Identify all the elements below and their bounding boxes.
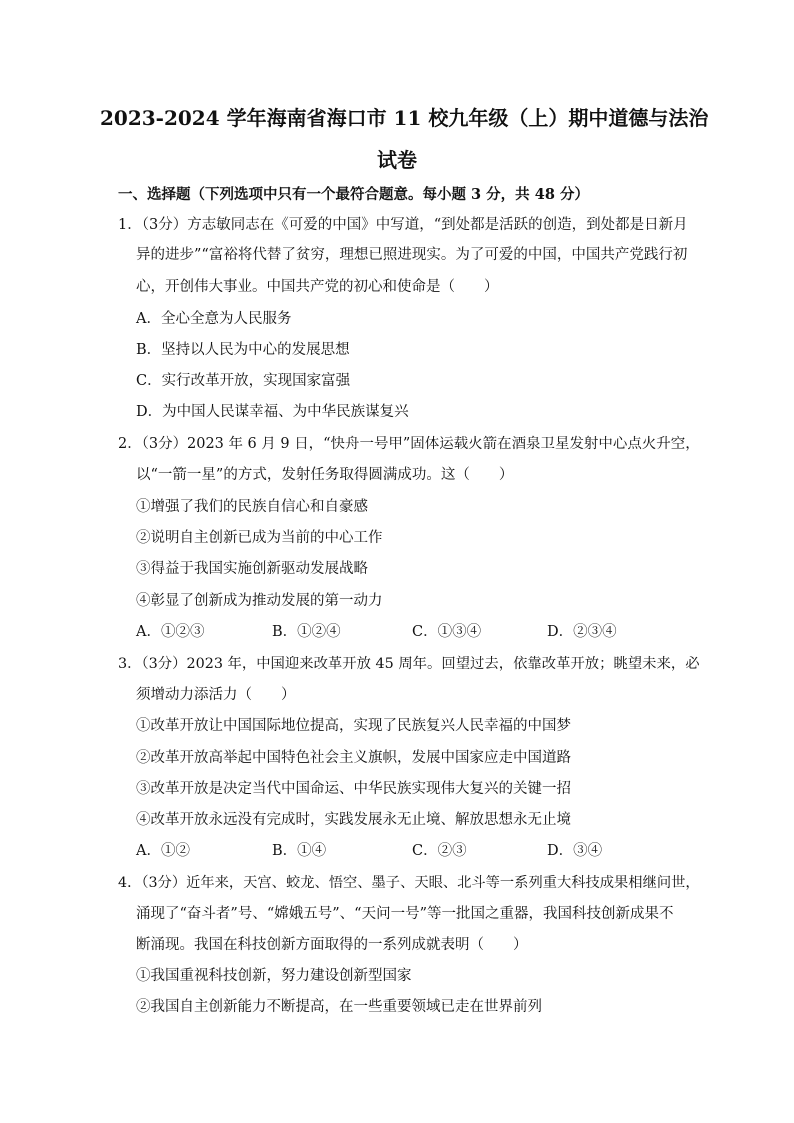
q1-stem-line3: 心，开创伟大事业。中国共产党的初心和使命是（ ） xyxy=(136,279,499,295)
q3-statement-4: ④改革开放永远没有完成时，实践发展永无止境、解放思想永无止境 xyxy=(136,812,571,828)
q1-stem-line2: 异的进步”“富裕将代替了贫穷，理想已照进现实。为了可爱的中国，中国共产党践行初 xyxy=(136,247,688,263)
q3-statement-2: ②改革开放高举起中国特色社会主义旗帜，发展中国家应走中国道路 xyxy=(136,750,571,766)
exam-title-line1: 2023-2024 学年海南省海口市 11 校九年级（上）期中道德与法治 xyxy=(100,106,709,130)
q2-option-a: A．①②③ xyxy=(136,624,205,640)
q3-statement-3: ③改革开放是决定当代中国命运、中华民族实现伟大复兴的关键一招 xyxy=(136,781,571,797)
q3-option-d: D．③④ xyxy=(547,843,603,859)
q4-statement-2: ②我国自主创新能力不断提高，在一些重要领域已走在世界前列 xyxy=(136,999,542,1015)
q2-option-d: D．②③④ xyxy=(547,624,617,640)
q3-stem-line1: 3．（3分）2023 年，中国迎来改革开放 45 周年。回望过去，依靠改革开放；眺望未来，必 xyxy=(118,656,700,672)
q2-stem-line1: 2．（3分）2023 年 6 月 9 日，“快舟一号甲”固体运载火箭在酒泉卫星发射中心点火升空， xyxy=(118,436,700,452)
q3-option-a: A．①② xyxy=(136,843,190,859)
q2-option-c: C．①③④ xyxy=(412,624,482,640)
q1-option-a: A．全心全意为人民服务 xyxy=(136,311,292,327)
q1-option-d: D．为中国人民谋幸福、为中华民族谋复兴 xyxy=(136,404,409,420)
q2-statement-2: ②说明自主创新已成为当前的中心工作 xyxy=(136,530,383,546)
section-heading: 一、选择题（下列选项中只有一个最符合题意。每小题 3 分，共 48 分） xyxy=(118,186,589,203)
q4-stem-line2: 涌现了“奋斗者”号、“嫦娥五号”、“天问一号”等一批国之重器，我国科技创新成果不 xyxy=(136,906,674,922)
q4-statement-1: ①我国重视科技创新，努力建设创新型国家 xyxy=(136,968,412,984)
q4-stem-line3: 断涌现。我国在科技创新方面取得的一系列成就表明（ ） xyxy=(136,937,528,953)
q2-statement-3: ③得益于我国实施创新驱动发展战略 xyxy=(136,561,368,577)
q2-statement-4: ④彰显了创新成为推动发展的第一动力 xyxy=(136,593,383,609)
exam-title-line2: 试卷 xyxy=(377,148,417,172)
q2-statement-1: ①增强了我们的民族自信心和自豪感 xyxy=(136,499,368,515)
q1-stem-line1: 1．（3分）方志敏同志在《可爱的中国》中写道，“到处都是活跃的创造，到处都是日新月 xyxy=(118,217,688,233)
q3-option-c: C．②③ xyxy=(412,843,467,859)
q1-option-b: B．坚持以人民为中心的发展思想 xyxy=(136,342,350,358)
q1-option-c: C．实行改革开放，实现国家富强 xyxy=(136,373,351,389)
q2-stem-line2: 以“一箭一星”的方式，发射任务取得圆满成功。这（ ） xyxy=(136,467,514,483)
q3-statement-1: ①改革开放让中国国际地位提高，实现了民族复兴人民幸福的中国梦 xyxy=(136,718,571,734)
q2-option-b: B．①②④ xyxy=(272,624,341,640)
q3-stem-line2: 须增动力添活力（ ） xyxy=(136,687,296,703)
q3-option-b: B．①④ xyxy=(272,843,327,859)
q4-stem-line1: 4．（3分）近年来，天宫、蛟龙、悟空、墨子、天眼、北斗等一系列重大科技成果相继问世， xyxy=(118,875,700,891)
